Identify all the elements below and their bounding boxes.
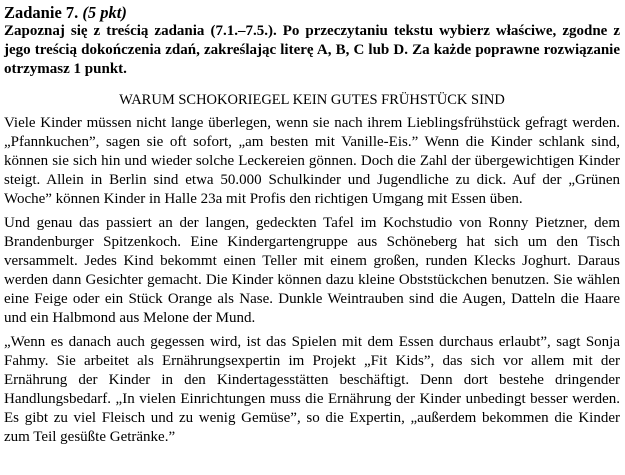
task-title: Zadanie 7. <box>4 3 79 22</box>
article-paragraph-2: Und genau das passiert an der langen, gedeckten Tafel im Kochstudio von Ronny Pietzner, dem Brandenburger Spitzenkoch. Eine Kindergartengruppe aus Schöneberg hat sich um den Tisch versammelt. Jedes Kind bekommt einen Teller mit einem großen, runden Klecks Joghurt. Daraus werden dann Gesichter gemacht. Die Kinder können dazu kleine Obststückchen benutzen. Sie wählen eine Feige oder ein Stück Orange als Nase. Dunkle Weintrauben sind die Augen, Datteln die Haare und ein Halbmond aus Melone der Mund. <box>4 215 620 326</box>
task-points: (5 pkt) <box>82 3 127 22</box>
article-paragraph-3: „Wenn es danach auch gegessen wird, ist das Spielen mit dem Essen durchaus erlaubt”, sagt Sonja Fahmy. Sie arbeitet als Ernährungsexpertin im Projekt „Fit Kids”, das sich vor allem mit der Ernährung der Kinder in den Kindertagesstätten beschäftigt. Denn dort bestehe dringender Handlungsbedarf. „In vielen Einrichtungen muss die Ernährung der Kinder unbedingt besser werden. Es gibt zu viel Fleisch und zu wenig Gemüse”, so die Expertin, „außerdem bekommen die Kinder zum Teil gesüßte Getränke.” <box>4 334 620 445</box>
task-instructions: Zapoznaj się z treścią zadania (7.1.–7.5.). Po przeczytaniu tekstu wybierz właściwe, zgodne z jego treścią dokończenia zdań, zakreślając literę A, B, C lub D. Za każde poprawne rozwiązanie otrzymasz 1 punkt. <box>4 23 620 77</box>
article-title: WARUM SCHOKORIEGEL KEIN GUTES FRÜHSTÜCK SIND <box>119 92 505 108</box>
task-heading <box>4 4 620 22</box>
exam-page <box>4 4 620 452</box>
article-paragraph-1: Viele Kinder müssen nicht lange überlegen, wenn sie nach ihrem Lieblingsfrühstück gefragt werden. „Pfannkuchen”, sagen sie oft sofort, „am besten mit Vanille-Eis.” Wenn die Kinder schlank sind, können sie sich hin und wieder solche Leckereien gönnen. Doch die Zahl der übergewichtigen Kinder steigt. Allein in Berlin sind etwa 50.000 Schulkinder und Jugendliche zu dick. Auf der „Grünen Woche” können Kinder in Halle 23a mit Profis den richtigen Umgang mit Essen üben. <box>4 115 620 207</box>
